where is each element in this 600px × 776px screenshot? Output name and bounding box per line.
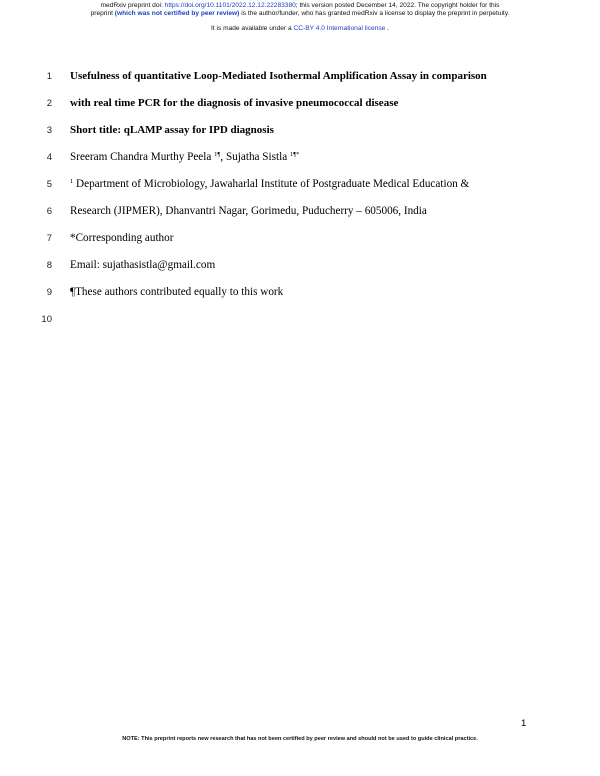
line-number: 8 — [46, 260, 52, 271]
line-10 — [0, 313, 600, 329]
line-7 — [0, 232, 600, 248]
author-name: , Sujatha Sistla — [220, 151, 290, 163]
license-text: It is made available under a — [210, 25, 294, 32]
equal-contribution-note: ¶These authors contributed equally to this work — [70, 286, 284, 298]
corresponding-author-note: *Corresponding author — [70, 232, 174, 244]
email[interactable]: Email: sujathasistla@gmail.com — [70, 259, 216, 271]
affiliation-marker: 1¶ — [214, 151, 221, 158]
line-number: 7 — [46, 233, 52, 244]
line-3 — [0, 124, 600, 140]
header-text: preprint — [90, 10, 115, 17]
affiliation-text: Department of Microbiology, Jawaharlal Institute of Postgraduate Medical Education & — [73, 178, 470, 190]
line-number: 6 — [46, 206, 52, 217]
line-number: 1 — [46, 71, 52, 82]
license-link[interactable]: CC-BY 4.0 International license — [293, 25, 386, 32]
short-title: Short title: qLAMP assay for IPD diagnosis — [70, 124, 274, 136]
page-number: 1 — [521, 718, 527, 729]
affiliation-marker: 1 — [70, 178, 74, 185]
line-number: 2 — [46, 98, 52, 109]
doi-link[interactable]: https://doi.org/10.1101/2022.12.12.22283380 — [164, 2, 296, 9]
line-number: 4 — [46, 152, 52, 163]
line-2 — [0, 97, 600, 113]
affiliation-marker: 1¶* — [289, 151, 300, 158]
title-line-2: with real time PCR for the diagnosis of invasive pneumococcal disease — [70, 97, 399, 109]
license-line — [0, 25, 600, 33]
line-6 — [0, 205, 600, 221]
authors — [70, 151, 299, 163]
title-line-1: Usefulness of quantitative Loop-Mediated Isothermal Amplification Assay in comparison — [70, 70, 487, 82]
affiliation-address: Research (JIPMER), Dhanvantri Nagar, Gorimedu, Puducherry – 605006, India — [70, 205, 427, 217]
line-1 — [0, 70, 600, 86]
line-5 — [0, 178, 600, 194]
license-text: . — [385, 25, 390, 32]
header-text: medRxiv preprint doi: — [100, 2, 165, 9]
line-4 — [0, 151, 600, 167]
header-text: ; this version posted December 14, 2022. The copyright holder for this — [295, 2, 500, 9]
header-text: is the author/funder, who has granted medRxiv a license to display the preprint in perpetuity. — [239, 10, 510, 17]
affiliation — [70, 178, 469, 190]
line-number: 9 — [46, 287, 52, 298]
preprint-header-line-1 — [0, 2, 600, 10]
preprint-footer-note: NOTE: This preprint reports new research that has not been certified by peer review and should not be used to guide clinical practice. — [122, 736, 478, 742]
preprint-header-line-2 — [0, 10, 600, 18]
line-9 — [0, 286, 600, 302]
line-number: 5 — [46, 179, 52, 190]
author-name: Sreeram Chandra Murthy Peela — [70, 151, 215, 163]
peer-review-notice: (which was not certified by peer review) — [114, 10, 240, 17]
line-number: 10 — [41, 314, 52, 325]
line-8 — [0, 259, 600, 275]
line-number: 3 — [46, 125, 52, 136]
